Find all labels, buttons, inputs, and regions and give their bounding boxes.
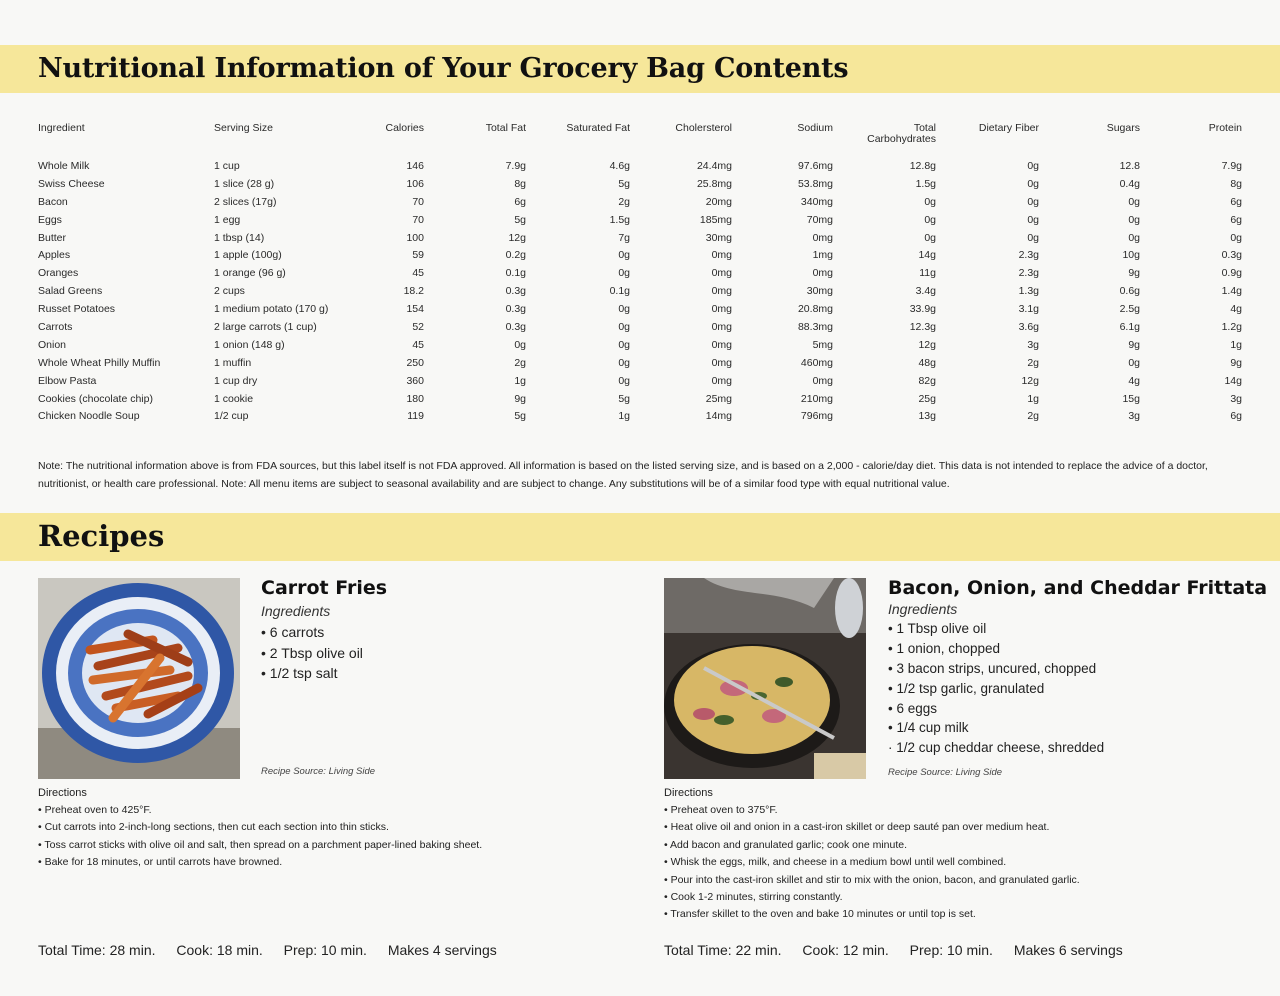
nutrition-value-cell: 0g <box>1027 177 1039 190</box>
nutrition-value-cell: 13g <box>918 410 936 423</box>
nutrition-value-cell: 0g <box>618 267 630 280</box>
nutrition-value-cell: 7g <box>618 231 630 244</box>
nutrition-value-cell: 0.1g <box>505 267 526 280</box>
col-header: Saturated Fat <box>566 122 630 134</box>
nutrition-value-cell: 1 onion (148 g) <box>214 338 285 351</box>
ingredient-item: • 6 eggs <box>888 700 938 716</box>
nutrition-value-cell: 8g <box>1230 177 1242 190</box>
recipe-title: Bacon, Onion, and Cheddar Frittata <box>888 577 1268 599</box>
nutrition-value-cell: 20mg <box>705 195 732 208</box>
nutrition-value-cell: 1g <box>514 374 526 387</box>
nutrition-value-cell: 360 <box>406 374 424 387</box>
col-header: Total Carbohydrates <box>867 122 936 145</box>
nutrition-value-cell: 0mg <box>812 374 833 387</box>
direction-step: • Cut carrots into 2-inch-long sections, then cut each section into thin sticks. <box>38 821 389 834</box>
col-header: Dietary Fiber <box>978 122 1039 134</box>
frittata-photo <box>664 578 866 779</box>
nutrition-value-cell: 25mg <box>705 392 732 405</box>
carrot-fries-photo <box>38 578 240 779</box>
directions-label: Directions <box>38 787 87 799</box>
nutrition-value-cell: 3g <box>1027 338 1039 351</box>
nutrition-value-cell: 1 medium potato (170 g) <box>214 303 329 316</box>
nutrition-value-cell: 2.3g <box>1018 267 1039 280</box>
nutrition-value-cell: 82g <box>918 374 936 387</box>
nutrition-value-cell: 9g <box>514 392 526 405</box>
nutrition-value-cell: 0.2g <box>505 249 526 262</box>
nutrition-value-cell: 1 tbsp (14) <box>214 231 265 244</box>
nutrition-value-cell: 210mg <box>800 392 833 405</box>
nutrition-value-cell: 2g <box>1027 356 1039 369</box>
nutrition-value-cell: 1g <box>1230 338 1242 351</box>
direction-step: • Pour into the cast-iron skillet and stir to mix with the onion, bacon, and granulated garlic. <box>664 873 1080 886</box>
nutrition-value-cell: 0mg <box>711 285 732 298</box>
nutrition-row <box>38 390 1242 408</box>
nutrition-value-cell: 3.1g <box>1018 303 1039 316</box>
ingredient-name-cell: Swiss Cheese <box>38 177 105 190</box>
direction-step: • Heat olive oil and onion in a cast-iron skillet or deep sauté pan over medium heat. <box>664 821 1050 834</box>
nutrition-value-cell: 0g <box>514 338 526 351</box>
ingredient-item: • 1/2 tsp garlic, granulated <box>888 680 1045 696</box>
nutrition-value-cell: 0g <box>618 356 630 369</box>
nutrition-value-cell: 20.8mg <box>797 303 833 316</box>
nutrition-value-cell: 1.5g <box>609 213 630 226</box>
nutrition-value-cell: 52 <box>412 320 424 333</box>
ingredient-name-cell: Butter <box>38 231 67 244</box>
direction-step: • Transfer skillet to the oven and bake 10 minutes or until top is set. <box>664 908 976 921</box>
nutrition-value-cell: 12g <box>508 231 526 244</box>
nutrition-value-cell: 2 slices (17g) <box>214 195 277 208</box>
nutrition-value-cell: 460mg <box>800 356 833 369</box>
nutrition-value-cell: 70mg <box>806 213 833 226</box>
nutrition-value-cell: 9g <box>1230 356 1242 369</box>
nutrition-value-cell: 9g <box>1128 267 1140 280</box>
nutrition-value-cell: 1 egg <box>214 213 241 226</box>
nutrition-value-cell: 100 <box>406 231 424 244</box>
nutrition-value-cell: 1 cup <box>214 159 240 172</box>
nutrition-value-cell: 30mg <box>705 231 732 244</box>
ingredients-list <box>261 624 363 686</box>
nutrition-value-cell: 0g <box>618 374 630 387</box>
nutrition-value-cell: 0.3g <box>505 320 526 333</box>
nutrition-value-cell: 33.9g <box>909 303 936 316</box>
nutrition-value-cell: 25g <box>918 392 936 405</box>
nutrition-value-cell: 119 <box>407 410 424 423</box>
col-header: Serving Size <box>214 122 273 134</box>
nutrition-value-cell: 59 <box>412 249 424 262</box>
nutrition-value-cell: 3g <box>1230 392 1242 405</box>
nutrition-value-cell: 0g <box>618 249 630 262</box>
nutrition-value-cell: 1/2 cup <box>214 410 249 423</box>
nutrition-value-cell: 6.1g <box>1119 320 1140 333</box>
nutrition-value-cell: 24.4mg <box>696 159 732 172</box>
nutrition-value-cell: 0mg <box>711 303 732 316</box>
nutrition-value-cell: 0g <box>924 213 936 226</box>
nutrition-value-cell: 0mg <box>711 374 732 387</box>
nutrition-value-cell: 5g <box>514 213 526 226</box>
ingredient-name-cell: Russet Potatoes <box>38 303 116 316</box>
nutrition-row <box>38 318 1242 336</box>
ingredient-name-cell: Cookies (chocolate chip) <box>38 392 153 405</box>
col-header: Total Fat <box>485 122 526 134</box>
ingredient-item: • 1 Tbsp olive oil <box>888 621 987 636</box>
nutrition-value-cell: 0.1g <box>609 285 630 298</box>
nutrition-value-cell: 0g <box>1027 213 1039 226</box>
nutrition-row <box>38 264 1242 282</box>
servings: Makes 4 servings <box>387 942 497 958</box>
nutrition-value-cell: 2.5g <box>1119 303 1140 316</box>
direction-step: • Add bacon and granulated garlic; cook one minute. <box>664 838 908 851</box>
direction-step: • Preheat oven to 425°F. <box>38 804 152 816</box>
nutrition-value-cell: 146 <box>406 159 424 172</box>
nutrition-value-cell: 1 apple (100g) <box>214 249 282 262</box>
nutrition-value-cell: 45 <box>412 267 424 280</box>
direction-step: • Cook 1-2 minutes, stirring constantly. <box>664 890 843 903</box>
ingredient-item: • 1/2 tsp salt <box>261 665 338 681</box>
ingredient-item: • 1/4 cup milk <box>888 720 969 736</box>
nutrition-header-band <box>0 45 1280 93</box>
nutrition-value-cell: 12g <box>1021 374 1039 387</box>
ingredient-item: • 2 Tbsp olive oil <box>261 644 363 661</box>
direction-step: • Whisk the eggs, milk, and cheese in a medium bowl until well combined. <box>664 856 1007 869</box>
nutrition-value-cell: 0.3g <box>505 285 526 298</box>
nutrition-value-cell: 14g <box>1224 374 1242 387</box>
col-header: Sugars <box>1106 122 1140 134</box>
recipe-source: Recipe Source: Living Side <box>888 767 1003 778</box>
nutrition-value-cell: 0mg <box>812 231 833 244</box>
directions-label: Directions <box>664 787 713 799</box>
nutrition-value-cell: 5g <box>514 410 526 423</box>
nutrition-value-cell: 0.3g <box>1221 249 1242 262</box>
nutrition-value-cell: 0mg <box>711 320 732 333</box>
nutrition-value-cell: 3.6g <box>1018 320 1039 333</box>
nutrition-value-cell: 3.4g <box>915 285 936 298</box>
nutrition-value-cell: 0g <box>618 338 630 351</box>
nutrition-value-cell: 12.3g <box>909 320 936 333</box>
recipes-header-band <box>0 513 1280 561</box>
ingredient-name-cell: Whole Milk <box>38 159 90 172</box>
ingredient-name-cell: Onion <box>38 338 67 351</box>
directions-list <box>664 804 1080 926</box>
nutrition-value-cell: 14mg <box>705 410 732 423</box>
nutrition-value-cell: 6g <box>1230 410 1242 423</box>
nutrition-value-cell: 106 <box>406 177 424 190</box>
nutrition-value-cell: 5g <box>618 177 630 190</box>
nutrition-value-cell: 0.4g <box>1119 177 1140 190</box>
nutrition-value-cell: 5g <box>618 392 630 405</box>
nutrition-value-cell: 45 <box>412 338 424 351</box>
nutrition-value-cell: 0g <box>618 303 630 316</box>
direction-step: • Preheat oven to 375°F. <box>664 804 778 816</box>
nutrition-value-cell: 0mg <box>711 356 732 369</box>
ingredient-item: • 3 bacon strips, uncured, chopped <box>888 660 1097 676</box>
nutrition-value-cell: 0mg <box>711 249 732 262</box>
nutrition-value-cell: 0g <box>1128 195 1140 208</box>
nutrition-value-cell: 0g <box>1027 159 1039 172</box>
nutrition-value-cell: 0g <box>1128 356 1140 369</box>
nutrition-value-cell: 9g <box>1128 338 1140 351</box>
nutrition-value-cell: 4g <box>1128 374 1140 387</box>
ingredients-list <box>888 621 1104 760</box>
nutrition-value-cell: 0mg <box>711 338 732 351</box>
ingredient-name-cell: Elbow Pasta <box>38 374 97 387</box>
nutrition-value-cell: 5mg <box>812 338 833 351</box>
nutrition-value-cell: 15g <box>1122 392 1140 405</box>
ingredient-name-cell: Eggs <box>38 213 62 226</box>
nutrition-value-cell: 2 large carrots (1 cup) <box>214 320 317 333</box>
nutrition-value-cell: 1.4g <box>1221 285 1242 298</box>
nutrition-value-cell: 4g <box>1230 303 1242 316</box>
nutrition-value-cell: 1mg <box>812 249 833 262</box>
recipes-heading: Recipes <box>38 519 165 553</box>
nutrition-value-cell: 18.2 <box>403 285 424 298</box>
nutrition-value-cell: 7.9g <box>505 159 526 172</box>
col-header: Protein <box>1208 122 1242 134</box>
ingredient-name-cell: Apples <box>38 249 71 262</box>
nutrition-value-cell: 1 cup dry <box>214 374 258 387</box>
col-header: Sodium <box>797 122 833 134</box>
nutrition-value-cell: 340mg <box>800 195 833 208</box>
nutrition-value-cell: 8g <box>514 177 526 190</box>
prep-time: Prep: 10 min. <box>909 942 993 958</box>
prep-time: Prep: 10 min. <box>283 942 367 958</box>
nutrition-value-cell: 10g <box>1122 249 1140 262</box>
nutrition-value-cell: 97.6mg <box>797 159 833 172</box>
nutrition-row <box>38 246 1242 264</box>
recipe-timing <box>664 942 1140 958</box>
nutrition-value-cell: 2g <box>514 356 526 369</box>
recipe-title: Carrot Fries <box>261 577 388 599</box>
nutrition-value-cell: 6g <box>514 195 526 208</box>
nutrition-value-cell: 1 muffin <box>214 356 252 369</box>
ingredient-name-cell: Chicken Noodle Soup <box>38 410 140 423</box>
nutrition-value-cell: 0g <box>1230 231 1242 244</box>
nutrition-value-cell: 0g <box>924 231 936 244</box>
nutrition-row <box>38 354 1242 372</box>
nutrition-row <box>38 372 1242 390</box>
direction-step: • Toss carrot sticks with olive oil and salt, then spread on a parchment paper-lined baking sheet. <box>38 838 483 851</box>
total-time: Total Time: 28 min. <box>38 942 156 958</box>
ingredient-name-cell: Carrots <box>38 320 73 333</box>
nutrition-value-cell: 0g <box>618 320 630 333</box>
nutrition-value-cell: 1g <box>618 410 630 423</box>
nutrition-value-cell: 3g <box>1128 410 1140 423</box>
ingredients-label: Ingredients <box>261 603 331 619</box>
nutrition-value-cell: 0.3g <box>505 303 526 316</box>
nutrition-value-cell: 12.8g <box>909 159 936 172</box>
ingredients-label: Ingredients <box>888 601 958 617</box>
nutrition-value-cell: 2g <box>618 195 630 208</box>
col-header: Calories <box>385 122 424 134</box>
col-header: Cholersterol <box>675 122 732 134</box>
nutrition-value-cell: 70 <box>412 195 424 208</box>
nutrition-row <box>38 282 1242 300</box>
nutrition-value-cell: 6g <box>1230 213 1242 226</box>
nutrition-value-cell: 1 orange (96 g) <box>214 267 286 280</box>
nutrition-value-cell: 53.8mg <box>797 177 833 190</box>
nutrition-row <box>38 336 1242 354</box>
nutrition-value-cell: 7.9g <box>1221 159 1242 172</box>
nutrition-value-cell: 88.3mg <box>797 320 833 333</box>
nutrition-row <box>38 211 1242 229</box>
nutrition-row <box>38 229 1242 247</box>
ingredient-name-cell: Bacon <box>38 195 68 208</box>
ingredient-name-cell: Salad Greens <box>38 285 103 298</box>
total-time: Total Time: 22 min. <box>664 942 782 958</box>
nutrition-value-cell: 2.3g <box>1018 249 1039 262</box>
nutrition-value-cell: 0g <box>1128 213 1140 226</box>
ingredient-name-cell: Oranges <box>38 267 79 280</box>
col-header: Ingredient <box>38 122 85 134</box>
recipe-source: Recipe Source: Living Side <box>261 766 376 777</box>
nutrition-value-cell: 0g <box>1027 231 1039 244</box>
ingredient-item: · 1/2 cup cheddar cheese, shredded <box>888 740 1105 756</box>
nutrition-value-cell: 11g <box>919 267 936 280</box>
nutrition-value-cell: 14g <box>918 249 936 262</box>
nutrition-value-cell: 1 slice (28 g) <box>214 177 275 190</box>
nutrition-title: Nutritional Information of Your Grocery Bag Contents <box>38 53 849 84</box>
nutrition-value-cell: 0g <box>1027 195 1039 208</box>
nutrition-note: Note: The nutritional information above is from FDA sources, but this label itself is not FDA approved. All information is based on the listed serving size, and is based on a 2,000 - calorie/day diet. This data is not intended to replace the advice of a doctor, nutritionist, or health care professional. Note: All menu items are subject to seasonal availability and are subject to change. Any substitutions will be of a similar food type with equal nutritional value. <box>38 460 1208 490</box>
nutrition-value-cell: 2 cups <box>214 285 245 298</box>
nutrition-value-cell: 1.5g <box>915 177 936 190</box>
nutrition-table <box>38 120 1242 425</box>
nutrition-value-cell: 0mg <box>711 267 732 280</box>
nutrition-value-cell: 0g <box>1128 231 1140 244</box>
nutrition-value-cell: 0.9g <box>1221 267 1242 280</box>
nutrition-value-cell: 1.3g <box>1018 285 1039 298</box>
servings: Makes 6 servings <box>1013 942 1123 958</box>
nutrition-row <box>38 407 1242 425</box>
nutrition-value-cell: 0mg <box>812 267 833 280</box>
nutrition-value-cell: 70 <box>412 213 424 226</box>
nutrition-row <box>38 193 1242 211</box>
direction-step: • Bake for 18 minutes, or until carrots have browned. <box>38 856 283 869</box>
ingredient-item: • 1 onion, chopped <box>888 640 1001 656</box>
cook-time: Cook: 12 min. <box>802 942 889 958</box>
nutrition-value-cell: 796mg <box>800 410 833 423</box>
nutrition-value-cell: 4.6g <box>609 159 630 172</box>
nutrition-value-cell: 0g <box>924 195 936 208</box>
nutrition-value-cell: 1.2g <box>1221 320 1242 333</box>
nutrition-value-cell: 12g <box>918 338 936 351</box>
nutrition-value-cell: 250 <box>406 356 424 369</box>
cook-time: Cook: 18 min. <box>176 942 263 958</box>
nutrition-value-cell: 30mg <box>806 285 833 298</box>
directions-list <box>38 804 482 874</box>
nutrition-value-cell: 154 <box>406 303 424 316</box>
nutrition-value-cell: 48g <box>918 356 936 369</box>
nutrition-value-cell: 25.8mg <box>696 177 732 190</box>
nutrition-row <box>38 157 1242 175</box>
nutrition-row <box>38 175 1242 193</box>
nutrition-value-cell: 1g <box>1027 392 1039 405</box>
nutrition-value-cell: 185mg <box>699 213 732 226</box>
nutrition-value-cell: 180 <box>406 392 424 405</box>
ingredient-item: • 6 carrots <box>261 624 325 640</box>
nutrition-value-cell: 2g <box>1027 410 1039 423</box>
nutrition-header-row <box>38 120 1242 157</box>
nutrition-value-cell: 6g <box>1230 195 1242 208</box>
nutrition-row <box>38 300 1242 318</box>
nutrition-value-cell: 1 cookie <box>214 392 254 405</box>
nutrition-rows <box>38 157 1242 425</box>
ingredient-name-cell: Whole Wheat Philly Muffin <box>38 356 161 369</box>
nutrition-value-cell: 12.8 <box>1119 159 1140 172</box>
recipe-timing <box>38 942 514 958</box>
nutrition-value-cell: 0.6g <box>1119 285 1140 298</box>
